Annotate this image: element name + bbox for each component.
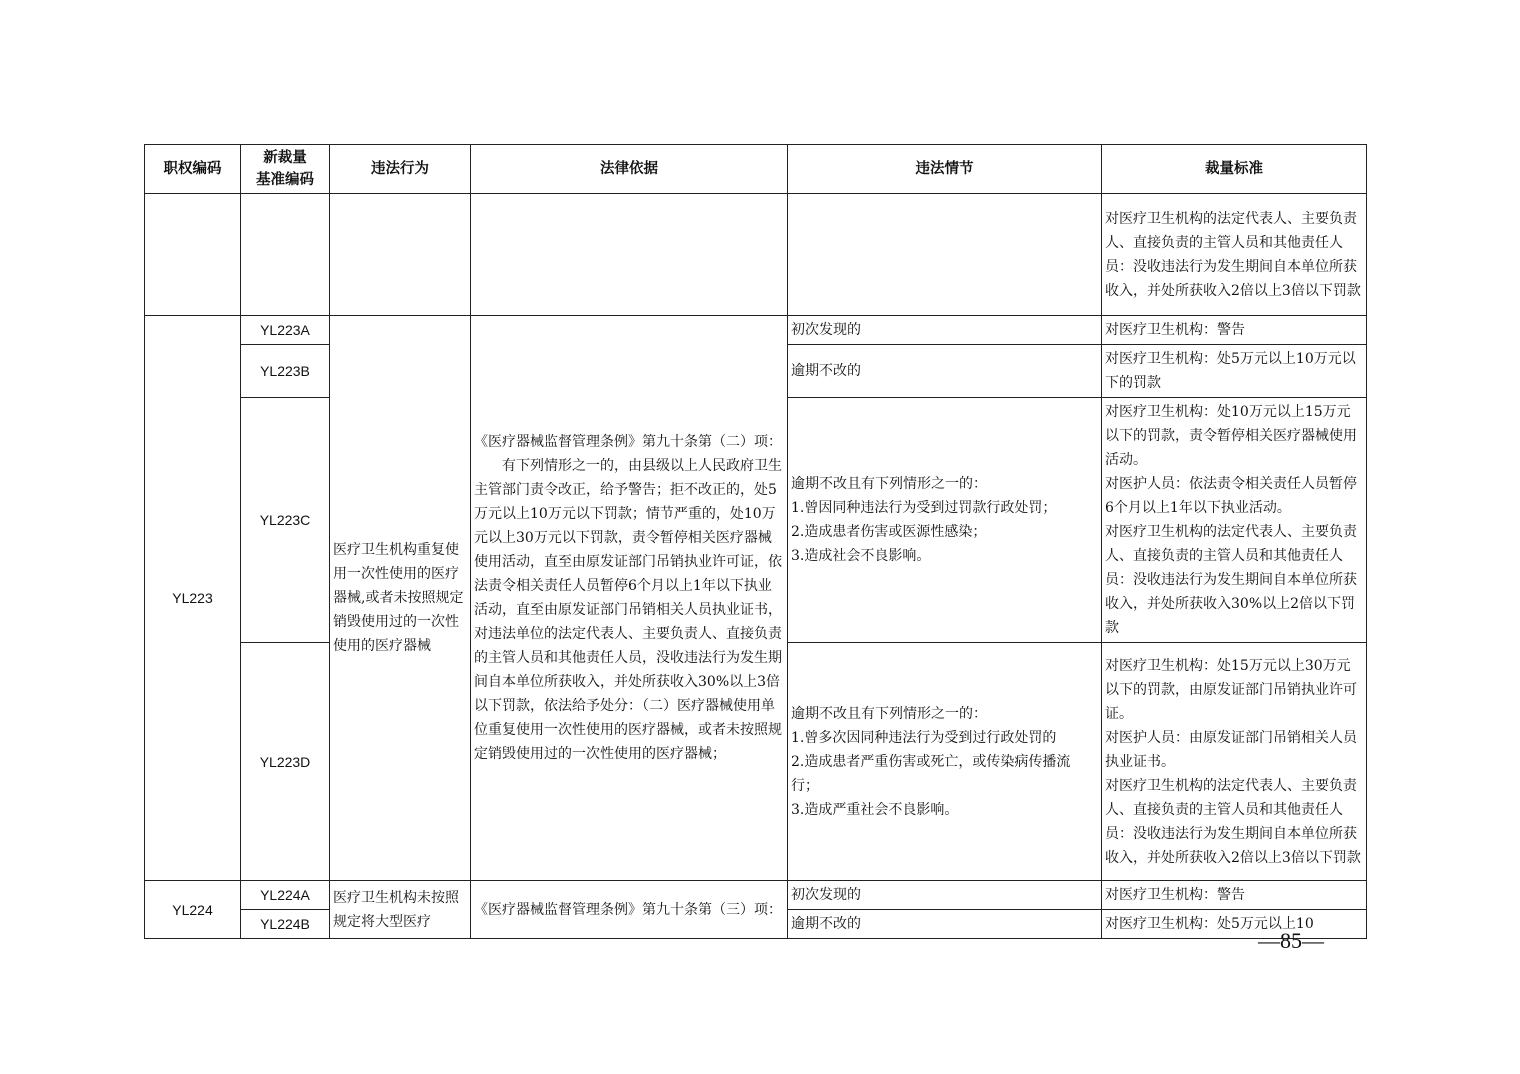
- header-violation: 违法行为: [330, 145, 471, 194]
- standard-cell: 对医疗卫生机构：处10万元以上15万元以下的罚款，责令暂停相关医疗器械使用活动。 对医护人员：依法责令相关责任人员暂停6个月以上1年以下执业活动。 对医疗卫生机构的法定代表人、主要负责人、直接负责的主管人员和其他责任人员：没收违法行为发生期间自本单位所获收入，并处所获收入30%以上2倍以下罚款: [1102, 398, 1367, 643]
- empty-cell: [241, 194, 330, 316]
- circumstance-cell: 初次发现的: [788, 316, 1102, 345]
- header-authority-code: 职权编码: [145, 145, 241, 194]
- sub-code-cell: YL223A: [241, 316, 330, 345]
- empty-cell: [330, 194, 471, 316]
- header-row: [145, 145, 1367, 194]
- empty-cell: [145, 194, 241, 316]
- regulation-table: [144, 144, 1367, 939]
- empty-cell: [788, 194, 1102, 316]
- table-row: [145, 194, 1367, 316]
- legal-basis-cell: 《医疗器械监督管理条例》第九十条第（二）项： 有下列情形之一的，由县级以上人民政府卫生主管部门责令改正，给予警告；拒不改正的，处5万元以上10万元以下罚款；情节严重的，处10万元以上30万元以下罚款，责令暂停相关医疗器械使用活动，直至由原发证部门吊销执业许可证，依法责令相关责任人员暂停6个月以上1年以下执业活动，直至由原发证部门吊销相关人员执业证书，对违法单位的法定代表人、主要负责人、直接负责的主管人员和其他责任人员，没收违法行为发生期间自本单位所获收入，并处所获收入30%以上3倍以下罚款，依法给予处分：（二）医疗器械使用单位重复使用一次性使用的医疗器械，或者未按照规定销毁使用过的一次性使用的医疗器械；: [471, 316, 788, 881]
- authority-code-cell: YL224: [145, 881, 241, 939]
- table-row: [145, 316, 1367, 345]
- violation-cell: 医疗卫生机构未按照规定将大型医疗: [330, 881, 471, 939]
- header-standard: 裁量标准: [1102, 145, 1367, 194]
- violation-cell: 医疗卫生机构重复使用一次性使用的医疗器械,或者未按照规定销毁使用过的一次性使用的医疗器械: [330, 316, 471, 881]
- legal-basis-cell: 《医疗器械监督管理条例》第九十条第（三）项：: [471, 881, 788, 939]
- circumstance-cell: 逾期不改的: [788, 345, 1102, 398]
- standard-cell: 对医疗卫生机构的法定代表人、主要负责人、直接负责的主管人员和其他责任人员：没收违法行为发生期间自本单位所获收入，并处所获收入2倍以上3倍以下罚款: [1102, 194, 1367, 316]
- circumstance-cell: 初次发现的: [788, 881, 1102, 910]
- standard-cell: 对医疗卫生机构：警告: [1102, 316, 1367, 345]
- table-row: [145, 881, 1367, 910]
- sub-code-cell: YL224A: [241, 881, 330, 910]
- sub-code-cell: YL224B: [241, 910, 330, 939]
- sub-code-cell: YL223B: [241, 345, 330, 398]
- circumstance-cell: 逾期不改的: [788, 910, 1102, 939]
- header-legal-basis: 法律依据: [471, 145, 788, 194]
- standard-cell: 对医疗卫生机构：处5万元以上10万元以下的罚款: [1102, 345, 1367, 398]
- circumstance-cell: 逾期不改且有下列情形之一的： 1.曾因同种违法行为受到过罚款行政处罚； 2.造成患者伤害或医源性感染； 3.造成社会不良影响。: [788, 398, 1102, 643]
- header-new-code: 新裁量 基准编码: [241, 145, 330, 194]
- standard-cell: 对医疗卫生机构：警告: [1102, 881, 1367, 910]
- standard-cell: 对医疗卫生机构：处5万元以上10: [1102, 910, 1367, 939]
- authority-code-cell: YL223: [145, 316, 241, 881]
- header-circumstance: 违法情节: [788, 145, 1102, 194]
- circumstance-cell: 逾期不改且有下列情形之一的： 1.曾多次因同种违法行为受到过行政处罚的 2.造成患者严重伤害或死亡，或传染病传播流行； 3.造成严重社会不良影响。: [788, 643, 1102, 881]
- page-number: —85—: [1258, 928, 1324, 953]
- sub-code-cell: YL223C: [241, 398, 330, 643]
- empty-cell: [471, 194, 788, 316]
- sub-code-cell: YL223D: [241, 643, 330, 881]
- standard-cell: 对医疗卫生机构：处15万元以上30万元以下的罚款，由原发证部门吊销执业许可证。 对医护人员：由原发证部门吊销相关人员执业证书。 对医疗卫生机构的法定代表人、主要负责人、直接负责的主管人员和其他责任人员：没收违法行为发生期间自本单位所获收入，并处所获收入2倍以上3倍以下罚款: [1102, 643, 1367, 881]
